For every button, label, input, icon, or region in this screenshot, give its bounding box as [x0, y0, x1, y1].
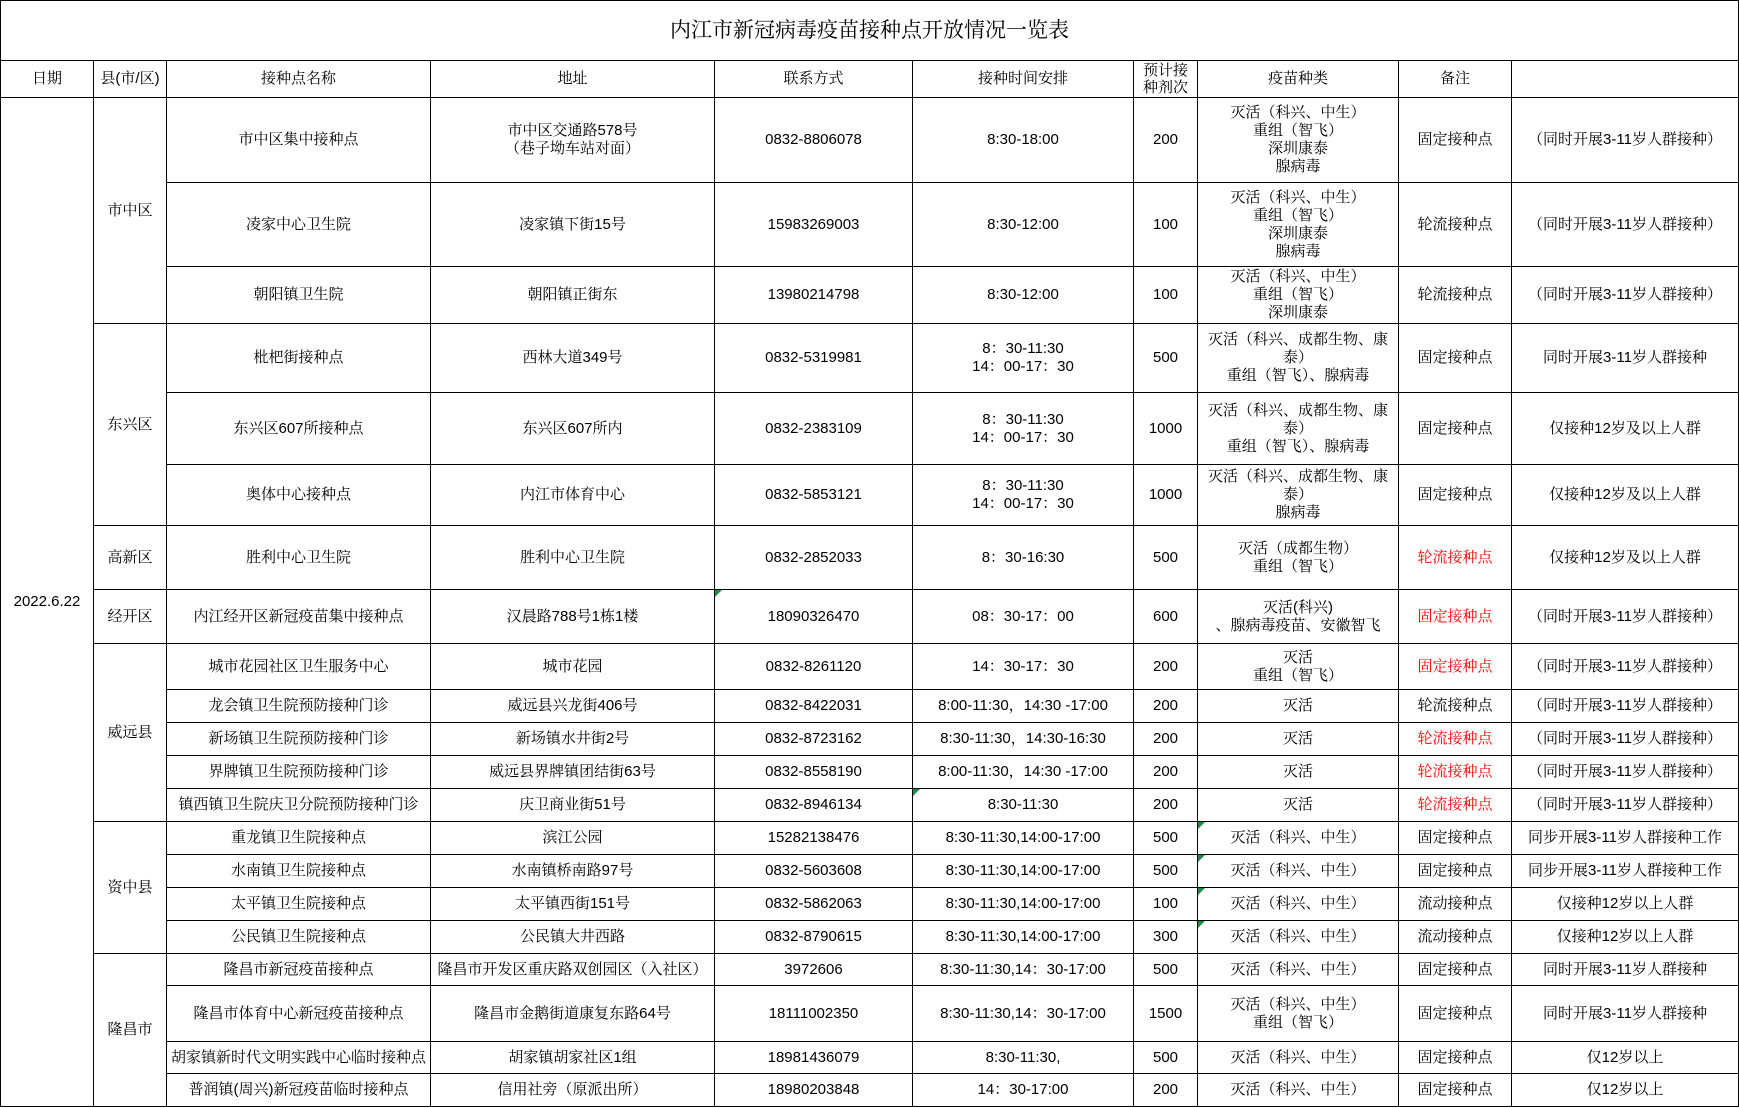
site-type-cell[interactable]: 轮流接种点 [1399, 526, 1512, 590]
header-cell-doses[interactable]: 预计接种剂次 [1134, 61, 1198, 98]
time-cell[interactable]: 8:00-11:30，14:30 -17:00 [913, 756, 1134, 789]
address-cell[interactable]: 市中区交通路578号 （巷子坳车站对面） [431, 98, 715, 183]
site-type-cell[interactable]: 轮流接种点 [1399, 756, 1512, 789]
site-type-cell[interactable]: 固定接种点 [1399, 590, 1512, 644]
site-name-cell[interactable]: 重龙镇卫生院接种点 [167, 822, 431, 855]
remark-cell[interactable]: （同时开展3-11岁人群接种） [1512, 756, 1739, 789]
phone-cell[interactable]: 0832-5319981 [715, 324, 913, 393]
vaccine-cell[interactable]: 灭活（科兴、中生） [1198, 1074, 1399, 1107]
vaccine-cell[interactable]: 灭活（成都生物） 重组（智飞） [1198, 526, 1399, 590]
time-cell[interactable]: 8:30-11:30, [913, 1042, 1134, 1074]
address-cell[interactable]: 内江市体育中心 [431, 465, 715, 526]
doses-cell[interactable]: 500 [1134, 526, 1198, 590]
phone-cell[interactable]: 0832-2852033 [715, 526, 913, 590]
phone-cell[interactable]: 0832-8946134 [715, 789, 913, 822]
site-name-cell[interactable]: 水南镇卫生院接种点 [167, 855, 431, 888]
remark-cell[interactable]: （同时开展3-11岁人群接种） [1512, 723, 1739, 756]
site-name-cell[interactable]: 朝阳镇卫生院 [167, 267, 431, 324]
remark-cell[interactable]: （同时开展3-11岁人群接种） [1512, 267, 1739, 324]
address-cell[interactable]: 滨江公园 [431, 822, 715, 855]
error-indicator-icon [913, 789, 920, 796]
site-type-cell[interactable]: 固定接种点 [1399, 1042, 1512, 1074]
site-type-cell[interactable]: 固定接种点 [1399, 822, 1512, 855]
time-cell[interactable]: 8:30-11:30,14:00-17:00 [913, 921, 1134, 954]
phone-cell[interactable]: 18090326470 [715, 590, 913, 644]
site-name-cell[interactable]: 枇杷街接种点 [167, 324, 431, 393]
time-cell[interactable]: 8:00-11:30，14:30 -17:00 [913, 690, 1134, 723]
remark-cell[interactable]: （同时开展3-11岁人群接种） [1512, 98, 1739, 183]
doses-cell[interactable]: 300 [1134, 921, 1198, 954]
site-name-cell[interactable]: 市中区集中接种点 [167, 98, 431, 183]
site-name-cell[interactable]: 城市花园社区卫生服务中心 [167, 644, 431, 690]
doses-cell[interactable]: 500 [1134, 822, 1198, 855]
header-cell-vaccine[interactable]: 疫苗种类 [1198, 61, 1399, 98]
remark-cell[interactable]: （同时开展3-11岁人群接种） [1512, 644, 1739, 690]
site-type-cell[interactable]: 流动接种点 [1399, 888, 1512, 921]
site-type-cell[interactable]: 轮流接种点 [1399, 789, 1512, 822]
site-type-cell[interactable]: 固定接种点 [1399, 393, 1512, 465]
vaccine-cell[interactable]: 灭活（科兴、中生） [1198, 855, 1399, 888]
county-cell[interactable]: 高新区 [94, 526, 167, 590]
phone-cell[interactable]: 18111002350 [715, 986, 913, 1042]
phone-cell[interactable]: 0832-8558190 [715, 756, 913, 789]
header-cell-date[interactable]: 日期 [1, 61, 94, 98]
vaccine-cell[interactable]: 灭活 [1198, 789, 1399, 822]
time-cell[interactable]: 8:30-11:30,14:00-17:00 [913, 888, 1134, 921]
remark-cell[interactable]: 仅接种12岁及以上人群 [1512, 526, 1739, 590]
site-name-cell[interactable]: 隆昌市体育中心新冠疫苗接种点 [167, 986, 431, 1042]
site-name-cell[interactable]: 东兴区607所接种点 [167, 393, 431, 465]
county-cell[interactable]: 威远县 [94, 644, 167, 822]
remark-cell[interactable]: 同时开展3-11岁人群接种 [1512, 324, 1739, 393]
error-indicator-icon [1198, 888, 1205, 895]
county-cell[interactable]: 市中区 [94, 98, 167, 324]
site-name-cell[interactable]: 镇西镇卫生院庆卫分院预防接种门诊 [167, 789, 431, 822]
address-cell[interactable]: 太平镇西街151号 [431, 888, 715, 921]
vaccine-cell[interactable]: 灭活（科兴、成都生物、康泰） 重组（智飞）、腺病毒 [1198, 324, 1399, 393]
time-cell[interactable]: 8:30-12:00 [913, 183, 1134, 267]
doses-cell[interactable]: 100 [1134, 888, 1198, 921]
header-cell-time[interactable]: 接种时间安排 [913, 61, 1134, 98]
time-cell[interactable]: 8:30-11:30，14:30-16:30 [913, 723, 1134, 756]
doses-cell[interactable]: 200 [1134, 723, 1198, 756]
phone-cell[interactable]: 0832-8723162 [715, 723, 913, 756]
site-type-cell[interactable]: 固定接种点 [1399, 644, 1512, 690]
site-type-cell[interactable]: 固定接种点 [1399, 986, 1512, 1042]
time-cell[interactable]: 08：30-17：00 [913, 590, 1134, 644]
doses-cell[interactable]: 100 [1134, 183, 1198, 267]
header-cell-note[interactable]: 备注 [1399, 61, 1512, 98]
doses-cell[interactable]: 500 [1134, 1042, 1198, 1074]
remark-cell[interactable]: 同步开展3-11岁人群接种工作 [1512, 822, 1739, 855]
vaccine-cell[interactable]: 灭活 [1198, 690, 1399, 723]
vaccine-cell[interactable]: 灭活（科兴、中生） 重组（智飞） 深圳康泰 [1198, 267, 1399, 324]
site-name-cell[interactable]: 凌家中心卫生院 [167, 183, 431, 267]
time-cell[interactable]: 8：30-11:30 14：00-17：30 [913, 465, 1134, 526]
vaccine-cell[interactable]: 灭活（科兴、成都生物、康泰） 重组（智飞）、腺病毒 [1198, 393, 1399, 465]
remark-cell[interactable]: 仅接种12岁及以上人群 [1512, 465, 1739, 526]
site-name-cell[interactable]: 太平镇卫生院接种点 [167, 888, 431, 921]
site-type-cell[interactable]: 固定接种点 [1399, 465, 1512, 526]
remark-cell[interactable]: （同时开展3-11岁人群接种） [1512, 183, 1739, 267]
site-name-cell[interactable]: 公民镇卫生院接种点 [167, 921, 431, 954]
doses-cell[interactable]: 200 [1134, 690, 1198, 723]
site-type-cell[interactable]: 固定接种点 [1399, 1074, 1512, 1107]
time-cell[interactable]: 8：30-11:30 14：00-17：30 [913, 324, 1134, 393]
remark-cell[interactable]: 仅接种12岁以上人群 [1512, 888, 1739, 921]
site-name-cell[interactable]: 普润镇(周兴)新冠疫苗临时接种点 [167, 1074, 431, 1107]
error-indicator-icon [1198, 822, 1205, 829]
county-cell[interactable]: 经开区 [94, 590, 167, 644]
header-cell-county[interactable]: 县(市/区) [94, 61, 167, 98]
address-cell[interactable]: 凌家镇下街15号 [431, 183, 715, 267]
vaccine-cell[interactable]: 灭活（科兴、中生） 重组（智飞） 深圳康泰 腺病毒 [1198, 183, 1399, 267]
address-cell[interactable]: 庆卫商业街51号 [431, 789, 715, 822]
remark-cell[interactable]: 同时开展3-11岁人群接种 [1512, 986, 1739, 1042]
address-cell[interactable]: 汉晨路788号1栋1楼 [431, 590, 715, 644]
remark-cell[interactable]: （同时开展3-11岁人群接种） [1512, 690, 1739, 723]
vaccine-cell[interactable]: 灭活（科兴、成都生物、康泰） 腺病毒 [1198, 465, 1399, 526]
site-name-cell[interactable]: 界牌镇卫生院预防接种门诊 [167, 756, 431, 789]
phone-cell[interactable]: 18981436079 [715, 1042, 913, 1074]
site-name-cell[interactable]: 胡家镇新时代文明实践中心临时接种点 [167, 1042, 431, 1074]
doses-cell[interactable]: 500 [1134, 954, 1198, 986]
time-cell[interactable]: 14：30-17：30 [913, 644, 1134, 690]
header-cell-site-name[interactable]: 接种点名称 [167, 61, 431, 98]
doses-cell[interactable]: 200 [1134, 98, 1198, 183]
phone-cell[interactable]: 0832-8422031 [715, 690, 913, 723]
phone-cell[interactable]: 0832-5603608 [715, 855, 913, 888]
address-cell[interactable]: 隆昌市开发区重庆路双创园区（入社区） [431, 954, 715, 986]
site-type-cell[interactable]: 轮流接种点 [1399, 183, 1512, 267]
phone-cell[interactable]: 0832-5853121 [715, 465, 913, 526]
error-indicator-icon [1198, 855, 1205, 862]
doses-cell[interactable]: 600 [1134, 590, 1198, 644]
remark-cell[interactable]: 同步开展3-11岁人群接种工作 [1512, 855, 1739, 888]
phone-cell[interactable]: 0832-8806078 [715, 98, 913, 183]
vaccine-cell[interactable]: 灭活（科兴、中生） [1198, 954, 1399, 986]
phone-cell[interactable]: 0832-2383109 [715, 393, 913, 465]
doses-cell[interactable]: 200 [1134, 644, 1198, 690]
site-type-cell[interactable]: 固定接种点 [1399, 98, 1512, 183]
address-cell[interactable]: 信用社旁（原派出所） [431, 1074, 715, 1107]
remark-cell[interactable]: （同时开展3-11岁人群接种） [1512, 590, 1739, 644]
site-name-cell[interactable]: 胜利中心卫生院 [167, 526, 431, 590]
site-type-cell[interactable]: 轮流接种点 [1399, 723, 1512, 756]
doses-cell[interactable]: 500 [1134, 324, 1198, 393]
phone-cell[interactable]: 18980203848 [715, 1074, 913, 1107]
header-cell-blank[interactable] [1512, 61, 1739, 98]
vaccine-cell[interactable]: 灭活 [1198, 723, 1399, 756]
remark-cell[interactable]: 仅12岁以上 [1512, 1074, 1739, 1107]
doses-cell[interactable]: 200 [1134, 1074, 1198, 1107]
vaccine-cell[interactable]: 灭活（科兴、中生） 重组（智飞） 深圳康泰 腺病毒 [1198, 98, 1399, 183]
address-cell[interactable]: 胡家镇胡家社区1组 [431, 1042, 715, 1074]
site-name-cell[interactable]: 奥体中心接种点 [167, 465, 431, 526]
remark-cell[interactable]: （同时开展3-11岁人群接种） [1512, 789, 1739, 822]
doses-cell[interactable]: 100 [1134, 267, 1198, 324]
address-cell[interactable]: 公民镇大井西路 [431, 921, 715, 954]
remark-cell[interactable]: 仅接种12岁以上人群 [1512, 921, 1739, 954]
phone-cell[interactable]: 3972606 [715, 954, 913, 986]
phone-cell[interactable]: 13980214798 [715, 267, 913, 324]
time-cell[interactable]: 8:30-11:30,14:00-17:00 [913, 855, 1134, 888]
address-cell[interactable]: 东兴区607所内 [431, 393, 715, 465]
error-indicator-icon [715, 590, 722, 597]
vaccine-cell[interactable]: 灭活（科兴、中生） [1198, 1042, 1399, 1074]
phone-cell[interactable]: 0832-8790615 [715, 921, 913, 954]
time-cell[interactable]: 8:30-11:30,14：30-17:00 [913, 954, 1134, 986]
address-cell[interactable]: 城市花园 [431, 644, 715, 690]
county-cell[interactable]: 资中县 [94, 822, 167, 954]
time-cell[interactable]: 8：30-11:30 14：00-17：30 [913, 393, 1134, 465]
site-type-cell[interactable]: 轮流接种点 [1399, 690, 1512, 723]
address-cell[interactable]: 威远县兴龙街406号 [431, 690, 715, 723]
remark-cell[interactable]: 仅接种12岁及以上人群 [1512, 393, 1739, 465]
vaccine-cell[interactable]: 灭活(科兴) 、腺病毒疫苗、安徽智飞 [1198, 590, 1399, 644]
vaccine-cell[interactable]: 灭活（科兴、中生） [1198, 921, 1399, 954]
vaccine-cell[interactable]: 灭活（科兴、中生） 重组（智飞） [1198, 986, 1399, 1042]
phone-cell[interactable]: 0832-8261120 [715, 644, 913, 690]
header-cell-address[interactable]: 地址 [431, 61, 715, 98]
address-cell[interactable]: 新场镇水井街2号 [431, 723, 715, 756]
error-indicator-icon [1198, 921, 1205, 928]
phone-cell[interactable]: 15983269003 [715, 183, 913, 267]
doses-cell[interactable]: 1500 [1134, 986, 1198, 1042]
remark-cell[interactable]: 仅12岁以上 [1512, 1042, 1739, 1074]
doses-cell[interactable]: 1000 [1134, 465, 1198, 526]
phone-cell[interactable]: 15282138476 [715, 822, 913, 855]
address-cell[interactable]: 朝阳镇正街东 [431, 267, 715, 324]
doses-cell[interactable]: 200 [1134, 756, 1198, 789]
site-name-cell[interactable]: 新场镇卫生院预防接种门诊 [167, 723, 431, 756]
address-cell[interactable]: 水南镇桥南路97号 [431, 855, 715, 888]
address-cell[interactable]: 隆昌市金鹅街道康复东路64号 [431, 986, 715, 1042]
vaccine-cell[interactable]: 灭活 [1198, 756, 1399, 789]
time-cell[interactable]: 8:30-12:00 [913, 267, 1134, 324]
vaccine-cell[interactable]: 灭活（科兴、中生） [1198, 888, 1399, 921]
site-name-cell[interactable]: 隆昌市新冠疫苗接种点 [167, 954, 431, 986]
time-cell[interactable]: 8:30-11:30,14:00-17:00 [913, 822, 1134, 855]
table-title[interactable]: 内江市新冠病毒疫苗接种点开放情况一览表 [1, 1, 1739, 61]
doses-cell[interactable]: 200 [1134, 789, 1198, 822]
vaccine-cell[interactable]: 灭活 重组（智飞） [1198, 644, 1399, 690]
site-type-cell[interactable]: 固定接种点 [1399, 324, 1512, 393]
time-cell[interactable]: 8:30-11:30 [913, 789, 1134, 822]
address-cell[interactable]: 西林大道349号 [431, 324, 715, 393]
header-cell-phone[interactable]: 联系方式 [715, 61, 913, 98]
address-cell[interactable]: 威远县界牌镇团结街63号 [431, 756, 715, 789]
site-type-cell[interactable]: 流动接种点 [1399, 921, 1512, 954]
site-type-cell[interactable]: 固定接种点 [1399, 855, 1512, 888]
county-cell[interactable]: 隆昌市 [94, 954, 167, 1107]
time-cell[interactable]: 8：30-16:30 [913, 526, 1134, 590]
time-cell[interactable]: 8:30-11:30,14：30-17:00 [913, 986, 1134, 1042]
site-name-cell[interactable]: 内江经开区新冠疫苗集中接种点 [167, 590, 431, 644]
doses-cell[interactable]: 500 [1134, 855, 1198, 888]
address-cell[interactable]: 胜利中心卫生院 [431, 526, 715, 590]
phone-cell[interactable]: 0832-5862063 [715, 888, 913, 921]
remark-cell[interactable]: 同时开展3-11岁人群接种 [1512, 954, 1739, 986]
doses-cell[interactable]: 1000 [1134, 393, 1198, 465]
site-name-cell[interactable]: 龙会镇卫生院预防接种门诊 [167, 690, 431, 723]
vaccine-cell[interactable]: 灭活（科兴、中生） [1198, 822, 1399, 855]
time-cell[interactable]: 14：30-17:00 [913, 1074, 1134, 1107]
date-cell[interactable]: 2022.6.22 [1, 98, 94, 1107]
county-cell[interactable]: 东兴区 [94, 324, 167, 526]
site-type-cell[interactable]: 固定接种点 [1399, 954, 1512, 986]
site-type-cell[interactable]: 轮流接种点 [1399, 267, 1512, 324]
time-cell[interactable]: 8:30-18:00 [913, 98, 1134, 183]
